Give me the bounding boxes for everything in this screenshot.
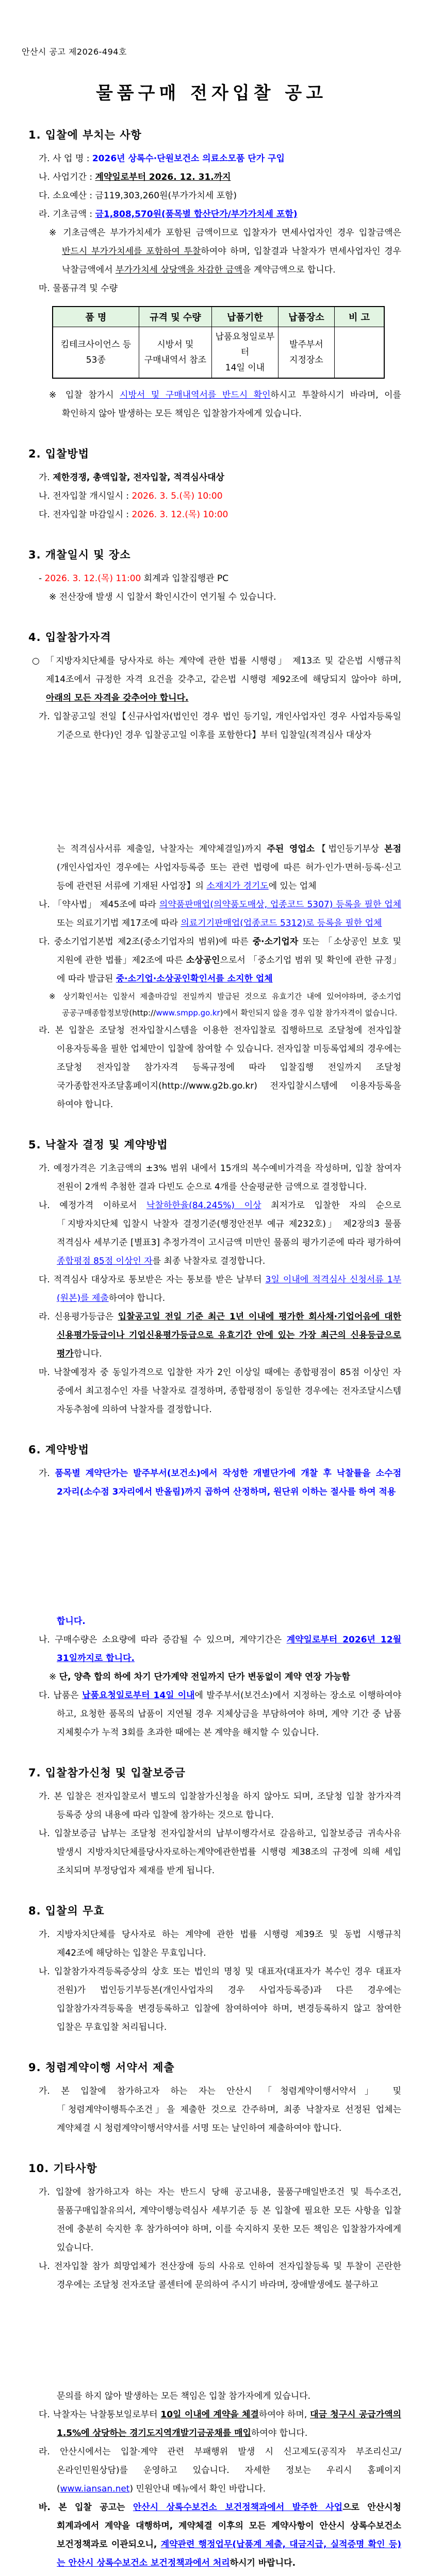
note-line <box>49 588 401 606</box>
text-segment: 본점 <box>384 844 402 854</box>
text-segment: 마. 낙찰예정자 중 동일가격으로 입찰한 자가 2인 이상일 때에는 종합평점이 85점 이상인 자 중에서 최고점수인 자를 낙찰자로 결정하며, 종합평점이 동일한 경우에는 전자조달시스템 자동추첨에 의하여 낙찰자를 결정합니다. <box>39 1367 401 1415</box>
list-item <box>39 205 401 224</box>
text-segment: 가. 사 업 명 : <box>39 154 92 164</box>
text-segment: ※ 입찰 참가시 <box>49 390 120 400</box>
text-segment: 에 발주부서(보건소)에서 지정하는 장소로 이행하여야 하고, 요청한 품목의 납품이 지연될 경우 지체상금을 부담하여야 하며, 계약 기간 중 납품 지체횟수가 누적 3회를 초과한 때에는 본 계약을 해지할 수 있습니다. <box>57 1690 402 1738</box>
text-segment: 나. 「약사법」 제45조에 따라 <box>39 900 159 910</box>
list-item <box>39 2572 401 2576</box>
emphasis-text: 2026년 상록수·단원보건소 의료소모품 단가 구입 <box>92 154 285 164</box>
text-segment: 대금 청구시 공급가액의 1.5%에 상당하는 경기도지역개발기금공채를 매입 <box>57 2410 401 2438</box>
paragraph-continuation <box>57 840 401 895</box>
table-header-cell: 비 고 <box>335 307 384 327</box>
list-item <box>39 149 401 168</box>
section-heading: 5. 낙찰자 결정 및 계약방법 <box>28 1139 168 1151</box>
text-segment: 으로서 「중소기업 범위 및 확인에 관한 규정」에 따라 발급된 <box>57 955 401 984</box>
emphasis-text: 안산시 상록수보건소 보건정책과에서 발주한 사업 <box>133 2502 343 2513</box>
text-segment: 2026. 3. 12.(목) 11:00 <box>44 573 141 584</box>
section-heading: 2. 입찰방법 <box>28 448 90 460</box>
list-item <box>39 1925 401 1962</box>
table-header-cell: 품 명 <box>53 307 139 327</box>
list-item <box>39 2082 401 2138</box>
text-segment: 가. <box>39 472 53 483</box>
text-segment: 마. 물품규격 및 수량 <box>39 283 118 294</box>
text-segment: 가. 예정가격은 기초금액의 ±3% 범위 내에서 15개의 복수예비가격을 작성하며, 입찰 참여자 전원이 2개씩 추첨한 결과 다빈도 순으로 4개를 산술평균한 금액으로 결정합니다. <box>39 1163 401 1192</box>
text-segment: 나. 사업기간 : <box>39 172 95 182</box>
table-header-cell: 납품기한 <box>212 307 278 327</box>
text-segment: 회계과 입찰집행관 PC <box>141 573 229 584</box>
text-segment: 2026. 3. 5.(목) 10:00 <box>132 491 223 501</box>
section-heading: 4. 입찰참가자격 <box>28 631 111 643</box>
list-item <box>39 2443 401 2498</box>
text-segment: 중·소기업자 <box>252 937 299 947</box>
list-item <box>39 1824 401 1880</box>
text-segment: 는 적격심사서류 제출일, 낙찰자는 계약체결일)까지 <box>57 844 267 854</box>
section-heading: 7. 입찰참가신청 및 입찰보증금 <box>28 1767 186 1779</box>
text-segment: 가. 본 입찰은 전자입찰로서 별도의 입찰참가신청을 하지 않아도 되며, 조달청 입찰 참가자격 등록증 상의 내용에 따라 입찰에 참가하는 것으로 합니다. <box>39 1791 401 1820</box>
emphasis-text: 합니다. <box>57 1616 86 1626</box>
list-item <box>32 652 401 707</box>
text-segment: 또는 의료기기법 제17조에 따라 <box>57 918 181 928</box>
section-heading: 8. 입찰의 무효 <box>28 1905 105 1917</box>
text-segment: 본 입찰 공고는 <box>58 2502 133 2513</box>
text-segment: 계약일로부터 2026. 12. 31.까지 <box>95 172 231 182</box>
emphasis-text: 3일 이내에 적격심사 신청서류 1부(원본)를 제출 <box>57 1275 401 1303</box>
list-item <box>39 505 401 524</box>
table-header-cell: 규격 및 수량 <box>139 307 211 327</box>
emphasis-text: 납품요청일로부터 14일 이내 <box>82 1690 195 1701</box>
table-cell: 시방서 및 구매내역서 참조 <box>139 327 211 379</box>
text-segment: 하여야 하며, <box>258 2410 310 2420</box>
note-line <box>49 224 401 279</box>
section-heading: 1. 입찰에 부치는 사항 <box>28 129 142 141</box>
document-body <box>22 127 401 2576</box>
text-segment: )에서 확인되지 않을 경우 입찰 참가자격이 없습니다. <box>220 1008 398 1018</box>
text-segment: 제한경쟁, 총액입찰, 전자입찰, 적격심사대상 <box>53 472 224 483</box>
list-item <box>39 168 401 187</box>
list-item <box>39 569 401 588</box>
emphasis-text: 낙찰하한율(84.245%) 이상 <box>146 1200 261 1211</box>
text-segment: (개인사업자인 경우에는 사업자등록증 또는 관련 법령에 따른 허가·인가·면허·등록·신고 등에 관련된 서류에 기재된 사업장】의 <box>57 862 401 891</box>
list-item <box>39 895 401 933</box>
table-row <box>53 327 384 379</box>
text-segment: 하여야 합니다. <box>108 1293 166 1303</box>
text-segment: 10일 이내에 계약을 체결 <box>160 2410 259 2420</box>
text-segment: 으로 안산시청 회계과에서 계약을 대행하며, 계약체결 이후의 모든 계약사항이 안산시 상록수보건소 보건정책과로 이관되오니, <box>57 2502 401 2550</box>
text-segment: 라. 안산시에서는 입찰·계약 관련 부패행위 발생 시 신고제도(공직자 부조리신고/온라인민원상담)를 운영하고 있습니다. 자세한 정보는 우리시 홈페이지( <box>39 2447 401 2494</box>
list-item <box>39 1196 401 1270</box>
paragraph-continuation <box>57 2387 401 2405</box>
text-segment: 나. 구매수량은 소요량에 따라 증감될 수 있으며, 계약기간은 <box>39 1635 287 1645</box>
emphasis-text: 금1,808,570원(품목별 합산단가/부가가치세 포함) <box>95 209 298 219</box>
text-segment: 나. 입찰참가자격등록증상의 상호 또는 법인의 명칭 및 대표자(대표자가 복수인 경우 대표자 전원)가 법인등기부등본(개인사업자의 경우 사업자등록증)과 다른 경우에는 입찰참가자격등록을 변경등록하고 입찰에 참여하여야 하며, 변경등록하지 않고 참여한 입찰은 무효입찰 처리됩니다. <box>39 1967 401 2032</box>
text-segment: 문의를 하지 않아 발생하는 모든 책임은 입찰 참가자에게 있습니다. <box>57 2391 311 2401</box>
list-item <box>39 187 401 205</box>
text-segment: 【법인등기부상 <box>315 844 385 854</box>
emphasis-text: 품목별 계약단가는 발주부서(보건소)에서 작성한 개별단가에 개찰 후 낙찰률을 소수점 2자리(소수점 3자리에서 반올림)까지 곱하여 산정하며, 원단위 이하는 절사를 하여 적용 <box>55 1468 401 1497</box>
list-item <box>39 1021 401 1114</box>
text-segment: 2026. 3. 12.(목) 10:00 <box>132 510 228 520</box>
notice-number: 안산시 공고 제2026-494호 <box>22 47 127 57</box>
table-cell: 납품요청일로부터 14일 이내 <box>212 327 278 379</box>
section-heading: 3. 개찰일시 및 장소 <box>28 549 131 561</box>
list-item <box>39 1631 401 1668</box>
page-title: 물품구매 전자입찰 공고 <box>95 83 327 104</box>
list-item <box>39 2257 401 2294</box>
text-segment: 주된 영업소 <box>267 844 315 854</box>
text-segment: 나. 입찰보증금 납부는 조달청 전자입찰서의 납부이행각서로 갈음하고, 입찰보증금 귀속사유 발생시 지방자치단체를당사자로하는계약에관한법률 시행령 제38조의 규정에 의해 세입 조치되며 부정당업자 제재를 받게 됩니다. <box>39 1828 401 1876</box>
text-segment: - <box>39 573 45 584</box>
list-item <box>39 1962 401 2037</box>
text-segment: 다. 중소기업기본법 제2조(중소기업자의 범위)에 따른 <box>39 937 253 947</box>
text-segment: 가. 본 입찰에 참가하고자 하는 자는 안산시 「청렴계약이행서약서」 및 「청렴계약이행특수조건」을 제출한 것으로 간주하며, 최종 낙찰자로 선정된 업체는 계약체결 시 청렴계약이행서약서를 서명 또는 날인하여 제출하여야 합니다. <box>39 2086 401 2133</box>
text-segment: ※ 기초금액은 부가가치세가 포함된 금액이므로 입찰자가 면세사업자인 경우 입찰금액은 <box>49 228 401 238</box>
section-heading: 10. 기타사항 <box>28 2162 97 2175</box>
paragraph-continuation <box>57 1612 401 1631</box>
text-segment: ※ 전산장애 발생 시 입찰서 확인시간이 연기될 수 있습니다. <box>49 592 276 602</box>
list-item <box>39 487 401 505</box>
text-segment: 라. 본 입찰은 조달청 전자입찰시스템을 이용한 전자입찰로 집행하므로 조달청에 전자입찰 이용자등록을 필한 업체만이 입찰에 참여할 수 있습니다. 전자입찰 미등록업체의 경우에는 조달청 전자입찰 참가자격 등록규정에 따라 입찰집행 전일까지 조달청 국가종합전자조달홈페이지(http://www.g2b.go.kr) 전자입찰시스템에 이용자등록을 하여야 합니다. <box>39 1025 401 1110</box>
emphasis-text: 계약일로부터 2026년 12월 31일까지로 합니다. <box>57 1635 401 1664</box>
list-item <box>39 933 401 988</box>
page-break-gap <box>22 2294 401 2387</box>
text-segment: 반드시 부가가치세를 포함하여 투찰 <box>62 246 201 257</box>
section-heading: 9. 청렴계약이행 서약서 제출 <box>28 2061 175 2074</box>
emphasis-text: 시방서 및 구매내역서를 반드시 확인 <box>120 390 271 400</box>
emphasis-text: 계약관련 행정업무(납품계 제출, 대금지급, 실적증명 확인 등)는 안산시 상록수보건소 보건정책과에서 처리 <box>57 2539 402 2568</box>
text-segment: 다. 전자입찰 마감일시 : <box>39 510 132 520</box>
list-item <box>39 2183 401 2257</box>
text-segment: 라. 기초금액 : <box>39 209 95 219</box>
list-item <box>39 279 401 298</box>
text-segment: 나. 전자입찰 개시일시 : <box>39 491 132 501</box>
emphasis-text: www.iansan.net <box>60 2484 130 2494</box>
text-segment: 가. 입찰에 참가하고자 하는 자는 반드시 당해 공고내용, 물품구매일반조건 및 특수조건, 물품구매입찰유의서, 계약이행능력심사 세부기준 등 본 입찰에 필요한 모든 사항을 입찰 전에 충분히 숙지한 후 참가하여야 하며, 이를 숙지하지 못한 모든 책임은 입찰참가자에게 있습니다. <box>39 2187 401 2253</box>
text-segment: ※ <box>49 1672 59 1682</box>
text-segment: 하여야 합니다. <box>251 2428 308 2438</box>
list-item <box>39 707 401 744</box>
text-segment: ) 민원안내 메뉴에서 확인 바랍니다. <box>129 2484 266 2494</box>
emphasis-text: 의약품판매업(의약품도매상, 업종코드 5307) 등록을 필한 업체 <box>159 900 401 910</box>
text-segment: 에 있는 업체 <box>268 881 317 891</box>
text-segment: 소상공인 <box>186 955 220 965</box>
table-header-cell: 납품장소 <box>278 307 334 327</box>
emphasis-text: www.smpp.go.kr <box>156 1008 220 1018</box>
list-item <box>39 1686 401 1742</box>
text-segment: 가. 입찰공고일 전일【신규사업자(법인인 경우 법인 등기일, 개인사업자인 경우 사업자등록일 기준으로 한다)인 경우 입찰공고일 이후를 포함한다】부터 입찰일(적격심사 대상자 <box>39 711 401 740</box>
emphasis-text: 종합평점 85점 이상인 자 <box>57 1256 153 1266</box>
text-segment: 하시기 바랍니다. <box>230 2558 296 2568</box>
text-segment: 단, 양측 합의 하에 차기 단가계약 전일까지 단가 변동없이 계약 연장 가능함 <box>59 1672 350 1682</box>
page-break-gap <box>22 1501 401 1612</box>
list-item <box>39 1363 401 1419</box>
table-cell <box>335 327 384 379</box>
emphasis-text: 중·소기업·소상공인확인서를 소지한 업체 <box>116 974 273 984</box>
table-cell: 발주부서 지정장소 <box>278 327 334 379</box>
text-segment: 다. 낙찰자는 낙찰통보일로부터 <box>39 2410 161 2420</box>
text-segment: 아래의 모든 자격을 갖추어야 합니다. <box>46 693 189 703</box>
list-item <box>39 1159 401 1196</box>
list-item <box>39 1464 401 1501</box>
list-item <box>39 2405 401 2443</box>
text-segment: 를 최종 낙찰자로 결정합니다. <box>152 1256 266 1266</box>
page-break-gap <box>22 744 401 840</box>
text-segment: 라. 신용평가등급은 <box>39 1312 118 1322</box>
text-segment: 바. <box>39 2502 59 2513</box>
emphasis-text: 소재지가 경기도 <box>206 881 269 891</box>
text-segment: 다. 적격심사 대상자로 통보받은 자는 통보를 받은 날부터 <box>39 1275 266 1285</box>
emphasis-text: 의료기기판매업(업종코드 5312)로 등록을 필한 업체 <box>181 918 382 928</box>
goods-spec-table <box>52 306 385 379</box>
table-cell: 킴테크사이언스 등 53종 <box>53 327 139 379</box>
list-item <box>39 1270 401 1308</box>
text-segment: 다. 납품은 <box>39 1690 83 1701</box>
text-segment: 하여야 하며, 입찰결과 낙찰자가 면세사업자인 경우 낙찰금액에서 <box>62 246 401 275</box>
text-segment: 을 계약금액으로 합니다. <box>242 265 336 275</box>
text-segment: 가. 지방자치단체를 당사자로 하는 계약에 관한 법률 시행령 제39조 및 동법 시행규칙 제42조에 해당하는 입찰은 무효입니다. <box>39 1929 401 1958</box>
text-segment: 입찰공고일 전일 기준 최근 1년 이내에 평가한 회사채·기업어음에 대한 신용평가등급이나 기업신용평가등급으로 유효기간 안에 있는 가장 최근의 신용등급으로 평가 <box>57 1312 401 1359</box>
text-segment: 또는 「소상공인 보호 및 지원에 관한 법률」제2조에 따른 <box>57 937 401 965</box>
text-segment: 가. <box>39 1468 55 1479</box>
list-item <box>39 1308 401 1363</box>
list-item <box>39 1787 401 1824</box>
note-line <box>49 988 401 1021</box>
text-segment: 다. 소요예산 : 금119,303,260원(부가가치세 포함) <box>39 191 237 201</box>
note-line <box>49 386 401 423</box>
text-segment: ※ 상기확인서는 입찰서 제출마감일 전일까지 발급된 것으로 유효기간 내에 있어야하며, 중소기업 공공구매종합정보망(http:// <box>49 992 401 1018</box>
section-heading: 6. 계약방법 <box>28 1444 90 1456</box>
text-segment: 최저가로 입찰한 자의 순으로 「지방자치단체 입찰시 낙찰자 결정기준(행정안전부 예규 제232호)」 제2장의3 물품 적격심사 세부기준 [별표3] 추정가격이 고시금액 미만인 물품의 평가기준에 따라 평가하여 <box>57 1200 401 1248</box>
text-segment: 부가가치세 상당액을 차감한 금액 <box>115 265 243 275</box>
text-segment: 나. 전자입찰 참가 희망업체가 전산장애 등의 사유로 인하여 전자입찰등록 및 투찰이 곤란한 경우에는 조달청 전자조달 콜센터에 문의하여 주시기 바라며, 장애발생에도 불구하고 <box>39 2261 401 2290</box>
note-line <box>49 1668 401 1686</box>
list-item <box>39 2498 401 2572</box>
text-segment: ○ 「지방자치단체를 당사자로 하는 계약에 관한 법률 시행령」 제13조 및 같은법 시행규칙 제14조에서 규정한 자격 요건을 갖추고, 같은법 시행령 제92조에 해당되지 않아야 하며, <box>32 656 401 685</box>
text-segment: 합니다. <box>73 1349 102 1359</box>
text-segment: 하시고 투찰하시기 바라며, 이를 확인하지 않아 발생하는 모든 책임은 입찰참가자에게 있습니다. <box>62 390 401 419</box>
text-segment: 나. 예정가격 이하로서 <box>39 1200 147 1211</box>
list-item <box>39 468 401 487</box>
